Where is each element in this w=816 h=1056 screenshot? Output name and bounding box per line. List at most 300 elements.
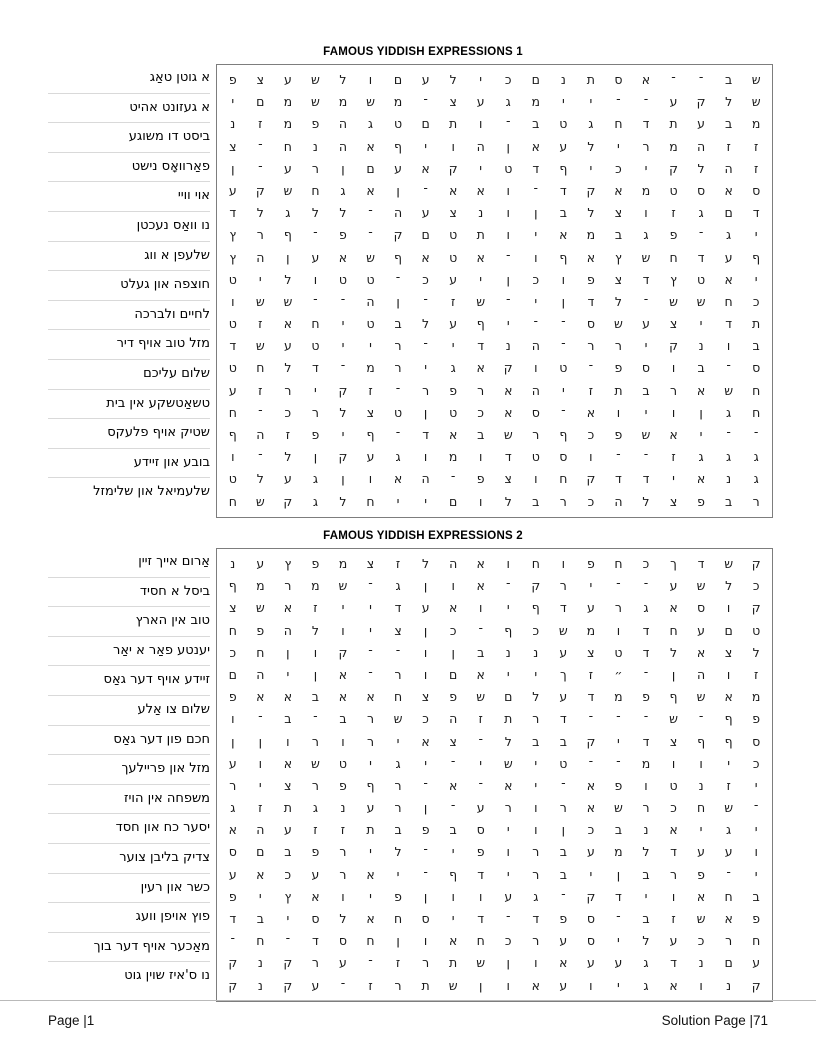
grid-cell[interactable]: ־ bbox=[561, 316, 566, 332]
grid-cell[interactable]: ו bbox=[726, 666, 731, 682]
grid-cell[interactable]: ל bbox=[339, 493, 347, 509]
grid-cell[interactable]: ש bbox=[641, 249, 651, 265]
grid-cell[interactable]: א bbox=[448, 182, 458, 198]
grid-cell[interactable]: ו bbox=[313, 271, 318, 287]
grid-cell[interactable]: ״ bbox=[614, 666, 623, 682]
grid-cell[interactable]: ט bbox=[669, 777, 678, 793]
grid-cell[interactable]: ז bbox=[395, 556, 401, 571]
letter-grid-2[interactable] bbox=[216, 548, 773, 1002]
grid-cell[interactable]: ף bbox=[476, 316, 485, 332]
grid-cell[interactable]: ־ bbox=[423, 844, 428, 860]
grid-cell[interactable]: י bbox=[286, 911, 290, 926]
grid-cell[interactable]: ד bbox=[697, 556, 705, 571]
grid-cell[interactable]: א bbox=[366, 866, 375, 882]
grid-cell[interactable]: ־ bbox=[726, 427, 731, 442]
grid-cell[interactable]: ־ bbox=[423, 94, 428, 110]
grid-cell[interactable]: נ bbox=[560, 72, 566, 87]
grid-cell[interactable]: ב bbox=[339, 711, 347, 727]
grid-cell[interactable]: ם bbox=[256, 94, 265, 110]
grid-cell[interactable]: ז bbox=[258, 382, 263, 398]
grid-cell[interactable]: צ bbox=[421, 689, 430, 705]
grid-cell[interactable]: ו bbox=[368, 72, 373, 87]
grid-cell[interactable]: ד bbox=[229, 911, 237, 926]
grid-cell[interactable]: ק bbox=[503, 360, 513, 376]
grid-cell[interactable]: פ bbox=[614, 360, 623, 376]
grid-cell[interactable]: ע bbox=[283, 160, 292, 176]
grid-cell[interactable]: ר bbox=[422, 382, 430, 398]
grid-cell[interactable]: ט bbox=[559, 755, 568, 771]
grid-cell[interactable]: י bbox=[258, 888, 262, 904]
grid-cell[interactable]: כ bbox=[642, 556, 650, 571]
grid-cell[interactable]: י bbox=[617, 977, 620, 993]
grid-cell[interactable]: ל bbox=[504, 733, 512, 749]
grid-cell[interactable]: ק bbox=[586, 182, 596, 198]
grid-cell[interactable]: נ bbox=[257, 955, 263, 971]
grid-cell[interactable]: ם bbox=[724, 955, 733, 971]
grid-cell[interactable]: ט bbox=[449, 227, 458, 243]
grid-cell[interactable]: ש bbox=[310, 72, 320, 87]
grid-cell[interactable]: ר bbox=[559, 800, 567, 816]
grid-cell[interactable]: ץ bbox=[615, 249, 622, 265]
grid-cell[interactable]: י bbox=[754, 777, 758, 793]
grid-cell[interactable]: כ bbox=[587, 493, 595, 509]
grid-cell[interactable]: ו bbox=[671, 888, 676, 904]
grid-cell[interactable]: ל bbox=[642, 493, 650, 509]
grid-cell[interactable]: י bbox=[561, 94, 565, 110]
grid-cell[interactable]: ־ bbox=[340, 977, 346, 993]
grid-cell[interactable]: ע bbox=[394, 160, 402, 176]
grid-cell[interactable]: ג bbox=[643, 955, 649, 971]
grid-cell[interactable]: ף bbox=[669, 689, 678, 705]
grid-cell[interactable]: ף bbox=[559, 249, 568, 265]
grid-cell[interactable]: ע bbox=[504, 888, 513, 904]
grid-cell[interactable]: ן bbox=[258, 733, 263, 749]
grid-cell[interactable]: ר bbox=[532, 844, 540, 860]
grid-cell[interactable]: כ bbox=[229, 644, 237, 660]
grid-cell[interactable]: ף bbox=[228, 427, 237, 442]
grid-cell[interactable]: ח bbox=[228, 493, 237, 509]
grid-cell[interactable]: א bbox=[586, 404, 596, 420]
grid-cell[interactable]: ע bbox=[421, 205, 430, 221]
grid-cell[interactable]: ח bbox=[752, 404, 761, 420]
grid-cell[interactable]: ו bbox=[478, 493, 483, 509]
grid-cell[interactable]: ד bbox=[615, 888, 622, 904]
grid-cell[interactable]: ש bbox=[724, 556, 734, 571]
grid-cell[interactable]: פ bbox=[669, 227, 678, 243]
grid-cell[interactable]: י bbox=[369, 600, 372, 616]
grid-cell[interactable]: כ bbox=[615, 160, 622, 176]
grid-cell[interactable]: ח bbox=[724, 293, 733, 309]
grid-cell[interactable]: ג bbox=[395, 755, 401, 771]
grid-cell[interactable]: ק bbox=[669, 160, 678, 176]
grid-cell[interactable]: ק bbox=[393, 227, 403, 243]
grid-cell[interactable]: ת bbox=[669, 116, 678, 132]
grid-cell[interactable]: ש bbox=[366, 249, 375, 265]
grid-cell[interactable]: ע bbox=[559, 977, 568, 993]
grid-cell[interactable]: נ bbox=[726, 471, 732, 487]
grid-cell[interactable]: ד bbox=[477, 866, 485, 882]
grid-cell[interactable]: ש bbox=[669, 293, 678, 309]
grid-cell[interactable]: א bbox=[476, 578, 485, 594]
grid-cell[interactable]: א bbox=[448, 777, 458, 793]
grid-cell[interactable]: ו bbox=[231, 711, 235, 727]
grid-cell[interactable]: ב bbox=[697, 360, 705, 376]
grid-cell[interactable]: ש bbox=[696, 911, 706, 926]
grid-cell[interactable]: ב bbox=[559, 866, 567, 882]
grid-cell[interactable]: ז bbox=[313, 822, 318, 838]
grid-cell[interactable]: ז bbox=[588, 666, 594, 682]
grid-cell[interactable]: ן bbox=[286, 249, 290, 265]
grid-cell[interactable]: ז bbox=[726, 138, 731, 154]
grid-cell[interactable]: י bbox=[699, 822, 703, 838]
grid-cell[interactable]: פ bbox=[228, 888, 237, 904]
grid-cell[interactable]: י bbox=[644, 160, 648, 176]
grid-cell[interactable]: ש bbox=[283, 182, 293, 198]
grid-cell[interactable]: נ bbox=[505, 338, 511, 354]
grid-cell[interactable]: ק bbox=[586, 888, 596, 904]
grid-cell[interactable]: ט bbox=[752, 622, 761, 638]
grid-cell[interactable]: מ bbox=[641, 182, 651, 198]
grid-cell[interactable]: ג bbox=[726, 449, 732, 465]
grid-cell[interactable]: י bbox=[369, 755, 372, 771]
grid-cell[interactable]: ו bbox=[231, 449, 235, 465]
grid-cell[interactable]: ק bbox=[283, 977, 293, 993]
grid-cell[interactable]: ז bbox=[258, 800, 263, 816]
grid-cell[interactable]: י bbox=[534, 293, 538, 309]
grid-cell[interactable]: ד bbox=[477, 911, 485, 926]
grid-cell[interactable]: ו bbox=[699, 977, 703, 993]
grid-cell[interactable]: ס bbox=[338, 933, 348, 949]
grid-cell[interactable]: כ bbox=[752, 578, 760, 594]
grid-cell[interactable]: ־ bbox=[505, 293, 511, 309]
grid-cell[interactable]: ש bbox=[503, 755, 513, 771]
grid-cell[interactable]: ב bbox=[614, 227, 623, 243]
grid-cell[interactable]: ־ bbox=[698, 227, 704, 243]
grid-cell[interactable]: ז bbox=[754, 138, 759, 154]
grid-cell[interactable]: ס bbox=[311, 911, 320, 926]
grid-cell[interactable]: ו bbox=[671, 360, 676, 376]
grid-cell[interactable]: ח bbox=[752, 382, 761, 398]
grid-cell[interactable]: ם bbox=[449, 493, 458, 509]
grid-cell[interactable]: ־ bbox=[726, 866, 731, 882]
grid-cell[interactable]: ע bbox=[283, 822, 292, 838]
grid-cell[interactable]: ן bbox=[506, 138, 510, 154]
grid-cell[interactable]: מ bbox=[366, 360, 375, 376]
grid-cell[interactable]: ח bbox=[696, 800, 706, 816]
grid-cell[interactable]: ס bbox=[641, 360, 651, 376]
grid-cell[interactable]: ן bbox=[671, 666, 676, 682]
grid-cell[interactable]: י bbox=[506, 600, 510, 616]
grid-cell[interactable]: י bbox=[644, 338, 648, 354]
grid-cell[interactable]: ש bbox=[476, 689, 486, 705]
grid-cell[interactable]: א bbox=[724, 689, 733, 705]
grid-cell[interactable]: ר bbox=[339, 866, 347, 882]
grid-cell[interactable]: ו bbox=[589, 449, 593, 465]
grid-cell[interactable]: ע bbox=[724, 844, 733, 860]
grid-cell[interactable]: ה bbox=[531, 382, 540, 398]
grid-cell[interactable]: ן bbox=[341, 160, 345, 176]
grid-cell[interactable]: ־ bbox=[368, 205, 373, 221]
grid-cell[interactable]: ף bbox=[449, 866, 458, 882]
grid-cell[interactable]: ה bbox=[338, 116, 348, 132]
grid-cell[interactable]: ד bbox=[587, 689, 595, 705]
grid-cell[interactable]: י bbox=[754, 866, 758, 882]
grid-cell[interactable]: ד bbox=[312, 933, 319, 949]
grid-cell[interactable]: ף bbox=[283, 227, 292, 243]
grid-cell[interactable]: צ bbox=[449, 733, 457, 749]
grid-cell[interactable]: ר bbox=[532, 711, 540, 727]
grid-cell[interactable]: י bbox=[396, 733, 400, 749]
grid-cell[interactable]: א bbox=[476, 666, 485, 682]
grid-cell[interactable]: י bbox=[754, 227, 758, 243]
grid-cell[interactable]: ה bbox=[476, 138, 485, 154]
grid-cell[interactable]: ן bbox=[534, 205, 538, 221]
grid-cell[interactable]: י bbox=[617, 733, 620, 749]
grid-cell[interactable]: א bbox=[531, 977, 540, 993]
grid-cell[interactable]: פ bbox=[339, 777, 347, 793]
grid-cell[interactable]: ר bbox=[504, 800, 512, 816]
grid-cell[interactable]: ש bbox=[751, 94, 761, 110]
grid-cell[interactable]: ר bbox=[752, 493, 760, 509]
grid-cell[interactable]: ס bbox=[752, 360, 761, 376]
grid-cell[interactable]: ס bbox=[531, 404, 540, 420]
grid-cell[interactable]: ־ bbox=[561, 888, 566, 904]
grid-cell[interactable]: ת bbox=[449, 955, 458, 971]
grid-cell[interactable]: ר bbox=[614, 338, 622, 354]
grid-cell[interactable]: ק bbox=[283, 955, 293, 971]
grid-cell[interactable]: א bbox=[283, 755, 293, 771]
grid-cell[interactable]: ו bbox=[478, 888, 483, 904]
grid-cell[interactable]: ץ bbox=[670, 271, 677, 287]
grid-cell[interactable]: ר bbox=[366, 711, 375, 727]
grid-cell[interactable]: ל bbox=[339, 911, 347, 926]
grid-cell[interactable]: ר bbox=[284, 382, 292, 398]
grid-cell[interactable]: ק bbox=[228, 955, 238, 971]
grid-cell[interactable]: א bbox=[476, 249, 485, 265]
grid-cell[interactable]: ט bbox=[449, 404, 458, 420]
grid-cell[interactable]: כ bbox=[587, 427, 595, 442]
grid-cell[interactable]: ג bbox=[450, 360, 456, 376]
grid-cell[interactable]: י bbox=[699, 316, 703, 332]
grid-cell[interactable]: כ bbox=[697, 933, 705, 949]
grid-cell[interactable]: ט bbox=[338, 755, 348, 771]
grid-cell[interactable]: ח bbox=[393, 689, 403, 705]
grid-cell[interactable]: ע bbox=[559, 933, 568, 949]
grid-cell[interactable]: ץ bbox=[284, 888, 292, 904]
grid-cell[interactable]: ת bbox=[614, 382, 623, 398]
grid-cell[interactable]: י bbox=[396, 866, 400, 882]
grid-cell[interactable]: ז bbox=[754, 666, 759, 682]
grid-cell[interactable]: י bbox=[561, 382, 565, 398]
grid-cell[interactable]: ק bbox=[338, 382, 348, 398]
grid-cell[interactable]: מ bbox=[283, 116, 293, 132]
grid-cell[interactable]: ן bbox=[231, 160, 235, 176]
grid-cell[interactable]: ר bbox=[559, 493, 567, 509]
grid-cell[interactable]: ת bbox=[752, 316, 761, 332]
grid-cell[interactable]: ע bbox=[283, 471, 292, 487]
grid-cell[interactable]: ם bbox=[504, 689, 513, 705]
grid-cell[interactable]: ־ bbox=[368, 578, 373, 594]
grid-cell[interactable]: צ bbox=[614, 205, 623, 221]
grid-cell[interactable]: ב bbox=[642, 911, 650, 926]
grid-cell[interactable]: ג bbox=[753, 449, 759, 465]
grid-cell[interactable]: א bbox=[421, 249, 430, 265]
grid-cell[interactable]: ־ bbox=[616, 911, 621, 926]
grid-cell[interactable]: א bbox=[531, 138, 540, 154]
grid-cell[interactable]: ן bbox=[616, 866, 621, 882]
grid-cell[interactable]: ב bbox=[725, 116, 733, 132]
grid-cell[interactable]: א bbox=[366, 138, 375, 154]
grid-cell[interactable]: ו bbox=[726, 600, 731, 616]
grid-cell[interactable]: ־ bbox=[616, 449, 621, 465]
grid-cell[interactable]: ץ bbox=[284, 556, 292, 571]
grid-cell[interactable]: ה bbox=[256, 249, 265, 265]
grid-cell[interactable]: ו bbox=[644, 205, 648, 221]
grid-cell[interactable]: ל bbox=[284, 449, 292, 465]
grid-cell[interactable]: ב bbox=[256, 911, 264, 926]
grid-cell[interactable]: פ bbox=[421, 822, 430, 838]
grid-cell[interactable]: א bbox=[504, 404, 513, 420]
grid-cell[interactable]: ר bbox=[311, 160, 319, 176]
grid-cell[interactable]: ב bbox=[752, 888, 760, 904]
grid-cell[interactable]: ב bbox=[532, 733, 540, 749]
grid-cell[interactable]: א bbox=[724, 271, 733, 287]
grid-cell[interactable]: ב bbox=[394, 316, 402, 332]
grid-cell[interactable]: ט bbox=[449, 249, 458, 265]
grid-cell[interactable]: ־ bbox=[423, 338, 428, 354]
grid-cell[interactable]: ו bbox=[478, 116, 483, 132]
grid-cell[interactable]: ח bbox=[256, 360, 265, 376]
grid-cell[interactable]: ־ bbox=[340, 293, 346, 309]
grid-cell[interactable]: ב bbox=[559, 205, 567, 221]
grid-cell[interactable]: ה bbox=[614, 493, 623, 509]
grid-cell[interactable]: ל bbox=[587, 138, 595, 154]
grid-cell[interactable]: ג bbox=[505, 94, 511, 110]
grid-cell[interactable]: ל bbox=[642, 933, 650, 949]
grid-cell[interactable]: א bbox=[586, 249, 596, 265]
grid-cell[interactable]: ש bbox=[255, 493, 265, 509]
grid-cell[interactable]: ע bbox=[669, 933, 678, 949]
grid-cell[interactable]: ע bbox=[669, 94, 678, 110]
grid-cell[interactable]: א bbox=[641, 72, 651, 87]
grid-cell[interactable]: ה bbox=[256, 666, 265, 682]
grid-cell[interactable]: ף bbox=[724, 711, 733, 727]
grid-cell[interactable]: ש bbox=[614, 316, 623, 332]
grid-cell[interactable]: ו bbox=[616, 404, 621, 420]
grid-cell[interactable]: א bbox=[669, 600, 678, 616]
grid-cell[interactable]: ־ bbox=[478, 777, 483, 793]
grid-cell[interactable]: ד bbox=[642, 271, 650, 287]
grid-cell[interactable]: ט bbox=[559, 116, 568, 132]
grid-cell[interactable]: י bbox=[479, 72, 483, 87]
grid-cell[interactable]: ק bbox=[696, 94, 706, 110]
grid-cell[interactable]: ס bbox=[228, 844, 237, 860]
grid-cell[interactable]: א bbox=[448, 933, 458, 949]
grid-cell[interactable]: ל bbox=[725, 94, 733, 110]
grid-cell[interactable]: ב bbox=[725, 72, 733, 87]
grid-cell[interactable]: ל bbox=[284, 271, 292, 287]
grid-cell[interactable]: ע bbox=[228, 755, 237, 771]
grid-cell[interactable]: ג bbox=[230, 800, 236, 816]
grid-cell[interactable]: ט bbox=[228, 471, 237, 487]
grid-cell[interactable]: י bbox=[369, 622, 372, 638]
grid-cell[interactable]: א bbox=[448, 600, 458, 616]
grid-cell[interactable]: י bbox=[424, 493, 427, 509]
grid-cell[interactable]: ד bbox=[670, 955, 677, 971]
grid-cell[interactable]: ן bbox=[423, 622, 428, 638]
grid-cell[interactable]: פ bbox=[614, 427, 623, 442]
grid-cell[interactable]: ־ bbox=[478, 622, 483, 638]
grid-cell[interactable]: ר bbox=[559, 578, 567, 594]
grid-cell[interactable]: ר bbox=[311, 404, 319, 420]
grid-cell[interactable]: י bbox=[479, 271, 483, 287]
grid-cell[interactable]: ־ bbox=[753, 427, 759, 442]
grid-cell[interactable]: י bbox=[506, 666, 510, 682]
grid-cell[interactable]: מ bbox=[448, 449, 458, 465]
grid-cell[interactable]: י bbox=[451, 911, 455, 926]
grid-cell[interactable]: ש bbox=[283, 293, 293, 309]
grid-cell[interactable]: ־ bbox=[643, 578, 649, 594]
grid-cell[interactable]: ל bbox=[532, 689, 540, 705]
grid-cell[interactable]: א bbox=[696, 382, 706, 398]
grid-cell[interactable]: ג bbox=[726, 227, 732, 243]
grid-cell[interactable]: ג bbox=[753, 471, 759, 487]
grid-cell[interactable]: ל bbox=[752, 644, 760, 660]
grid-cell[interactable]: ־ bbox=[423, 293, 428, 309]
grid-cell[interactable]: ־ bbox=[753, 800, 759, 816]
grid-cell[interactable]: ן bbox=[423, 800, 428, 816]
grid-cell[interactable]: ג bbox=[312, 471, 318, 487]
grid-cell[interactable]: ע bbox=[697, 844, 705, 860]
grid-cell[interactable]: ט bbox=[697, 271, 706, 287]
grid-cell[interactable]: ס bbox=[586, 933, 595, 949]
grid-cell[interactable]: מ bbox=[586, 227, 596, 243]
grid-cell[interactable]: ן bbox=[423, 888, 428, 904]
grid-cell[interactable]: ז bbox=[671, 911, 676, 926]
grid-cell[interactable]: ק bbox=[751, 556, 761, 571]
grid-cell[interactable]: ל bbox=[394, 844, 402, 860]
grid-cell[interactable]: ש bbox=[503, 427, 513, 442]
grid-cell[interactable]: ר bbox=[394, 777, 402, 793]
grid-cell[interactable]: ג bbox=[726, 822, 732, 838]
grid-cell[interactable]: ־ bbox=[643, 666, 649, 682]
grid-cell[interactable]: ו bbox=[451, 578, 455, 594]
grid-cell[interactable]: ו bbox=[506, 844, 510, 860]
grid-cell[interactable]: ז bbox=[340, 822, 346, 838]
grid-cell[interactable]: י bbox=[369, 888, 372, 904]
grid-cell[interactable]: ־ bbox=[423, 777, 428, 793]
grid-cell[interactable]: ש bbox=[641, 427, 651, 442]
grid-cell[interactable]: ו bbox=[506, 205, 510, 221]
grid-cell[interactable]: נ bbox=[698, 777, 704, 793]
grid-cell[interactable]: ע bbox=[559, 689, 568, 705]
grid-cell[interactable]: ר bbox=[256, 227, 264, 243]
grid-cell[interactable]: מ bbox=[393, 94, 403, 110]
grid-cell[interactable]: מ bbox=[338, 94, 348, 110]
grid-cell[interactable]: ש bbox=[255, 338, 265, 354]
grid-cell[interactable]: י bbox=[589, 866, 593, 882]
grid-cell[interactable]: פ bbox=[449, 382, 458, 398]
grid-cell[interactable]: ־ bbox=[616, 755, 621, 771]
grid-cell[interactable]: ה bbox=[256, 427, 265, 442]
grid-cell[interactable]: ו bbox=[726, 338, 731, 354]
grid-cell[interactable]: ר bbox=[229, 777, 237, 793]
grid-cell[interactable]: ס bbox=[752, 733, 761, 749]
grid-cell[interactable]: ף bbox=[752, 249, 761, 265]
grid-cell[interactable]: ־ bbox=[616, 711, 621, 727]
grid-cell[interactable]: ף bbox=[504, 622, 513, 638]
grid-cell[interactable]: ג bbox=[312, 493, 318, 509]
